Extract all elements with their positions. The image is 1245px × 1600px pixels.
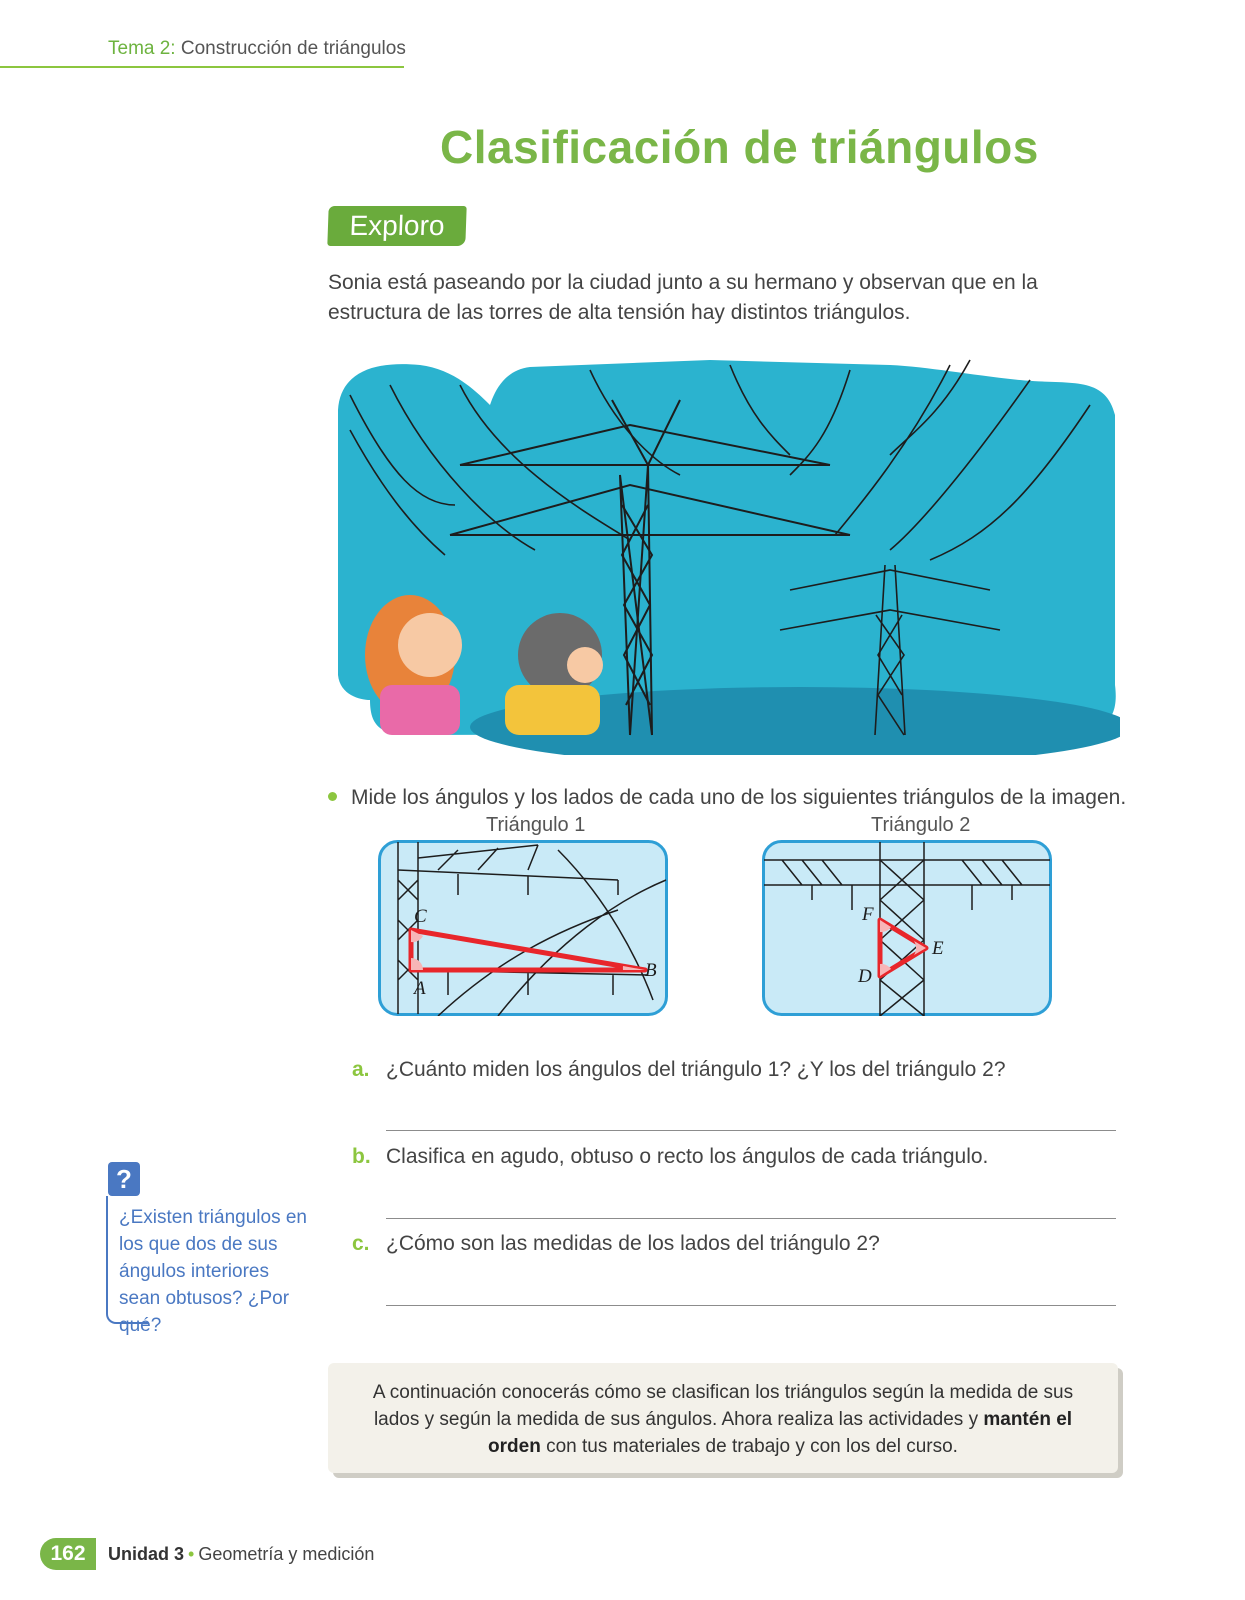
instruction-bullet (328, 786, 1126, 810)
question-mark-icon: ? (108, 1162, 140, 1196)
vertex-b-label: B (645, 960, 657, 981)
vertex-f-label: F (862, 904, 874, 925)
header-divider (0, 66, 404, 68)
page-number: 162 (40, 1538, 96, 1570)
topic-header (108, 38, 406, 60)
question-c (352, 1232, 880, 1256)
power-tower-illustration (330, 355, 1120, 755)
triangle-2-title: Triángulo 2 (871, 814, 971, 836)
note-emphasis: mantén el orden (488, 1409, 1073, 1457)
question-b-text: Clasifica en agudo, obtuso o recto los ángulos de cada triángulo. (386, 1145, 989, 1168)
instruction-text: Mide los ángulos y los lados de cada uno de los siguientes triángulos de la imagen. (351, 786, 1127, 809)
question-a (352, 1058, 1006, 1082)
bullet-icon (328, 792, 337, 801)
vertex-c-label: C (414, 906, 427, 927)
note-text (358, 1379, 1088, 1460)
question-a-label: a. (352, 1058, 370, 1081)
answer-line-c[interactable] (386, 1305, 1116, 1306)
answer-line-b[interactable] (386, 1218, 1116, 1219)
note-text-part1: A continuación conocerás cómo se clasifican los triángulos según la medida de sus lados y según la medida de sus ángulos. Ahora realiza las actividades y (372, 1382, 1074, 1430)
triangle-1-title: Triángulo 1 (486, 814, 586, 836)
question-b (352, 1145, 988, 1169)
separator-dot: • (188, 1544, 195, 1564)
unit-info (108, 1544, 374, 1565)
question-a-text: ¿Cuánto miden los ángulos del triángulo 1? ¿Y los del triángulo 2? (386, 1058, 1006, 1081)
question-c-label: c. (352, 1232, 370, 1255)
unit-label: Unidad 3 (108, 1544, 185, 1564)
page-title: Clasificación de triángulos (440, 121, 1039, 173)
note-text-part2: con tus materiales de trabajo y con los del curso. (546, 1436, 958, 1457)
sky-background (338, 360, 1116, 735)
unit-title: Geometría y medición (198, 1544, 375, 1564)
answer-line-a[interactable] (386, 1130, 1116, 1131)
topic-title: Construcción de triángulos (180, 38, 406, 59)
triangle-2-panel (762, 840, 1052, 1016)
question-b-label: b. (352, 1145, 371, 1168)
section-tag-exploro: Exploro (327, 206, 466, 246)
question-c-text: ¿Cómo son las medidas de los lados del triángulo 2? (386, 1232, 880, 1255)
topic-label: Tema 2: (108, 38, 176, 59)
side-question-box (106, 1162, 307, 1336)
vertex-e-label: E (932, 938, 944, 959)
note-box (328, 1363, 1118, 1473)
vertex-d-label: D (858, 966, 872, 987)
intro-paragraph: Sonia está paseando por la ciudad junto a su hermano y observan que en la estructura de las torres de alta tensión hay distintos triángulos. (328, 271, 1038, 324)
side-question-text: ¿Existen triángulos en los que dos de sus ángulos interiores sean obtusos? ¿Por qué? (119, 1207, 307, 1336)
vertex-a-label: A (414, 978, 426, 999)
triangle-1-panel (378, 840, 668, 1016)
